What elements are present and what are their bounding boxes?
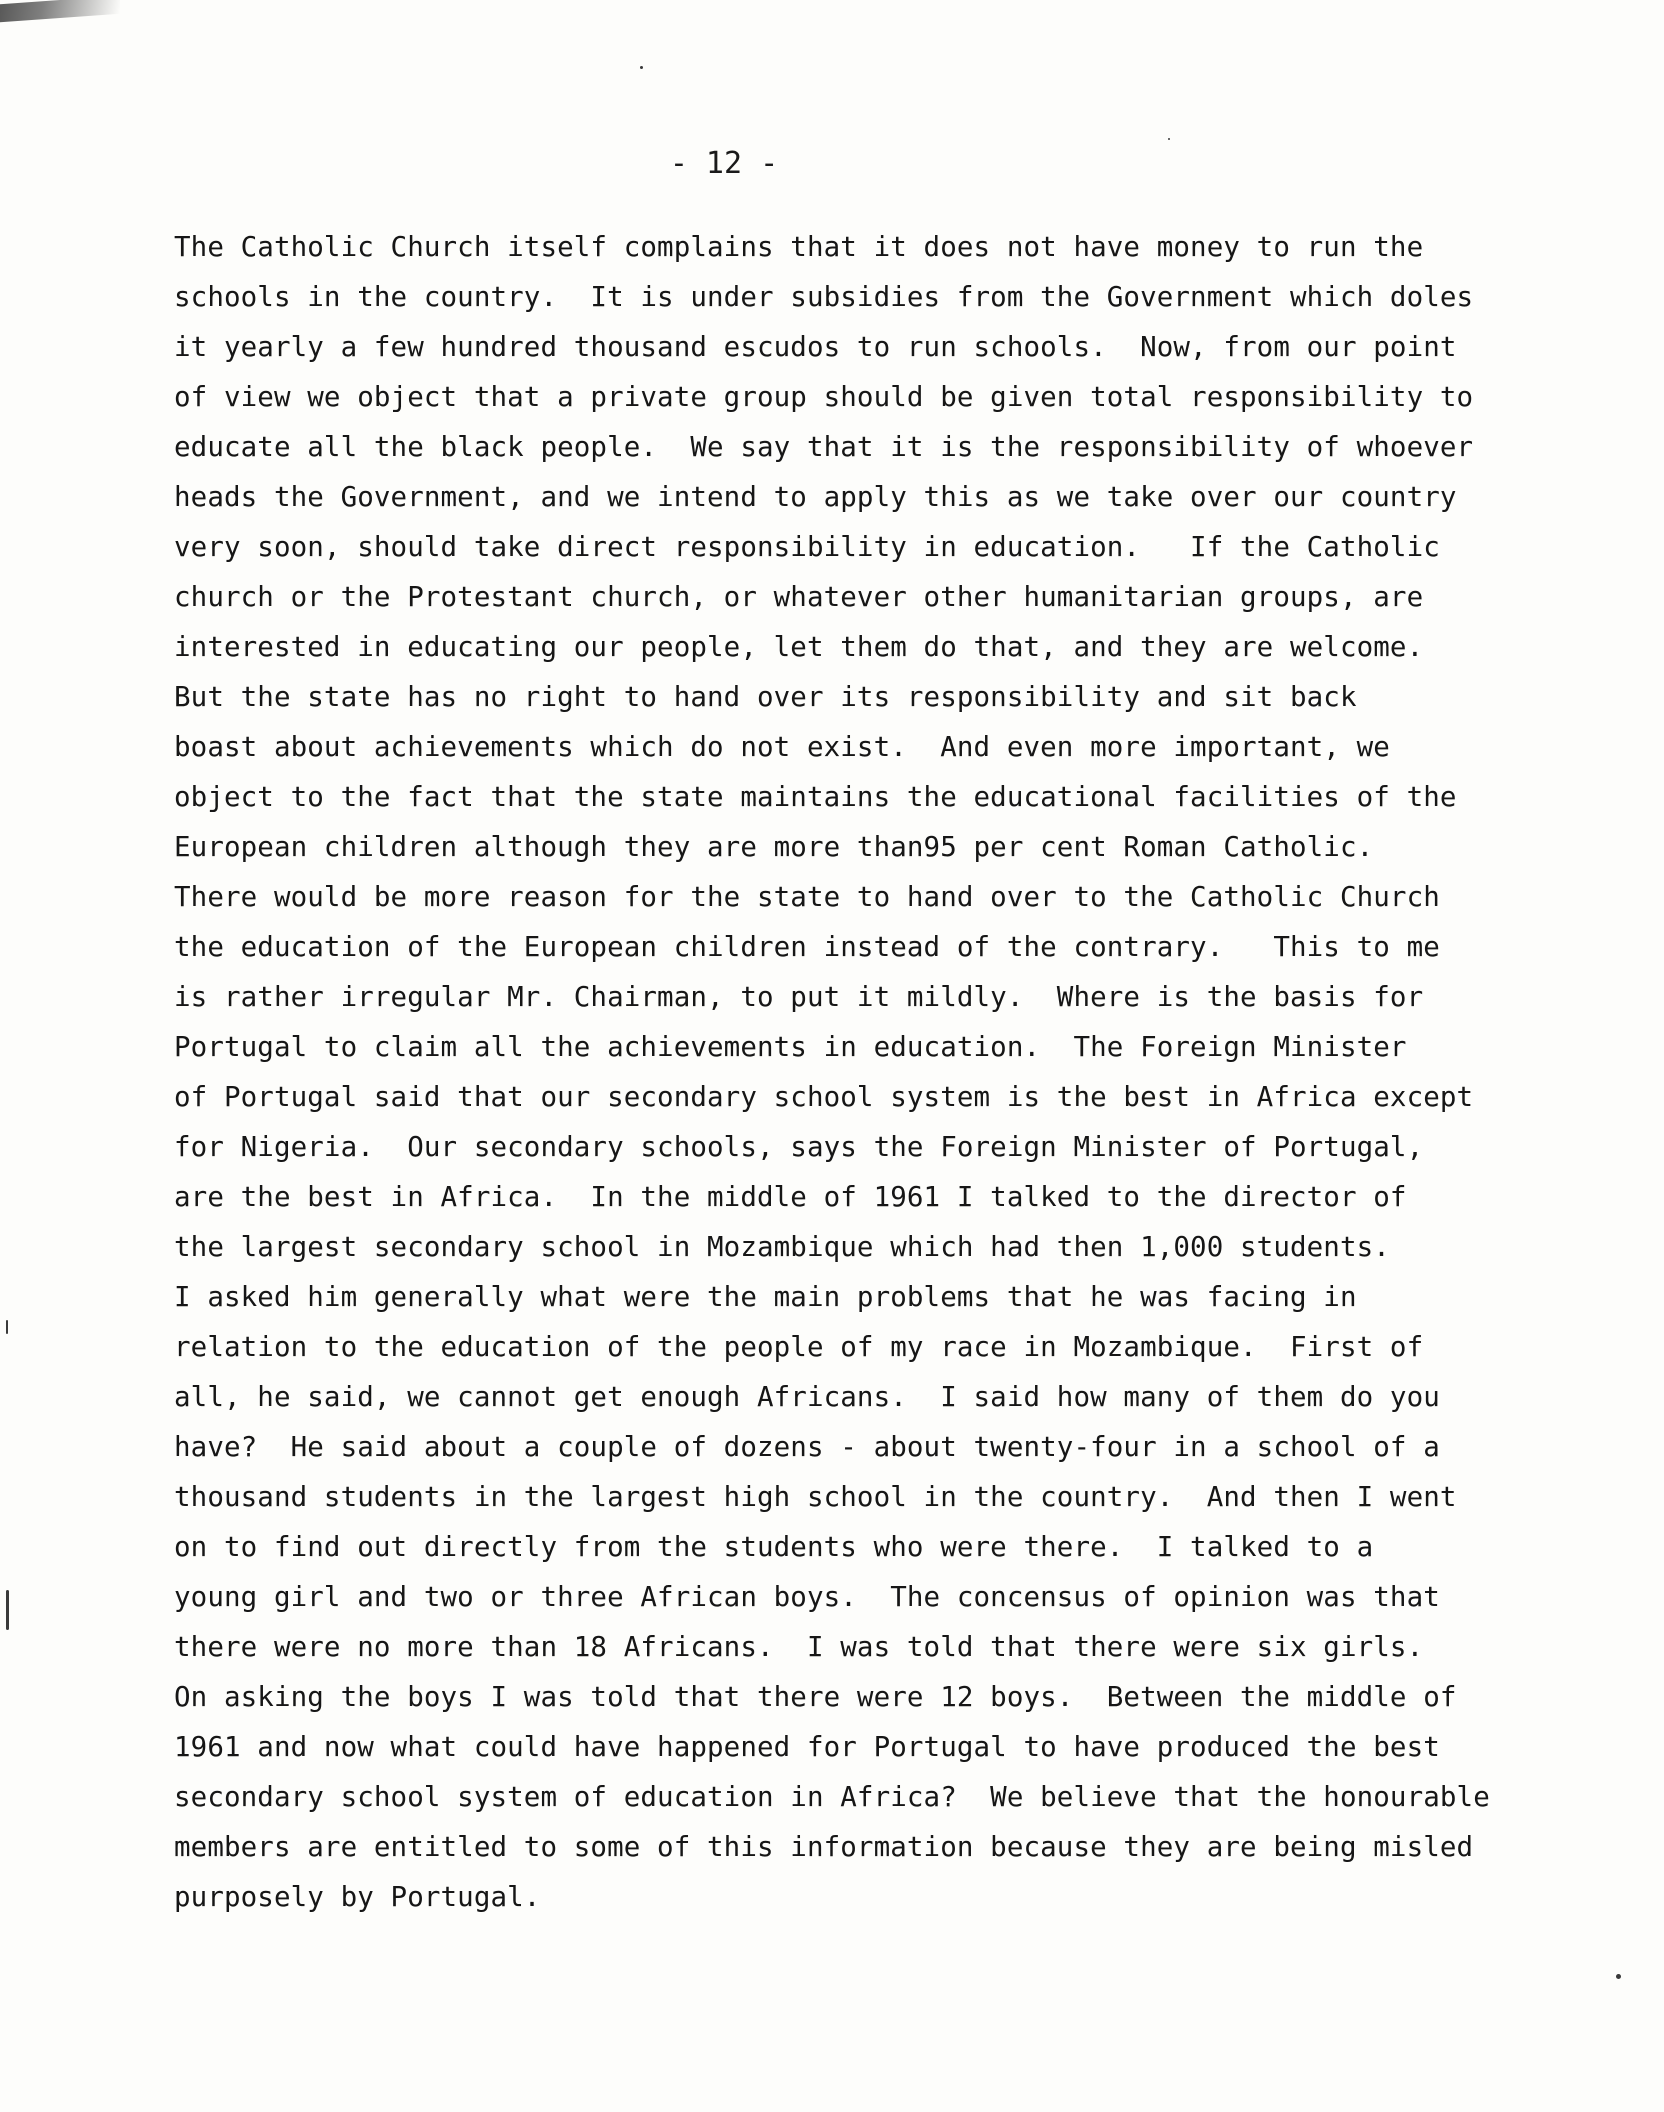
text-line: boast about achievements which do not exist. And even more important, we [174,731,1390,763]
text-line: very soon, should take direct responsibility in education. If the Catholic [174,531,1440,563]
text-line: heads the Government, and we intend to apply this as we take over our country [174,481,1457,513]
text-line: all, he said, we cannot get enough Africans. I said how many of them do you [174,1381,1440,1413]
text-line: European children although they are more than95 per cent Roman Catholic. [174,831,1374,863]
text-line: 1961 and now what could have happened for Portugal to have produced the best [174,1731,1440,1763]
page-number: - 12 - [669,146,779,181]
text-line: thousand students in the largest high school in the country. And then I went [174,1481,1457,1513]
text-line: is rather irregular Mr. Chairman, to put it mildly. Where is the basis for [174,981,1424,1013]
text-line: on to find out directly from the students who were there. I talked to a [174,1531,1374,1563]
text-line: have? He said about a couple of dozens - about twenty-four in a school of a [174,1431,1440,1463]
text-line: relation to the education of the people of my race in Mozambique. First of [174,1331,1424,1363]
text-line: secondary school system of education in Africa? We believe that the honourable [174,1781,1490,1813]
scan-edge-mark [6,1320,8,1334]
text-line: church or the Protestant church, or whatever other humanitarian groups, are [174,581,1424,613]
text-line: educate all the black people. We say that it is the responsibility of whoever [174,431,1474,463]
text-line: for Nigeria. Our secondary schools, says the Foreign Minister of Portugal, [174,1131,1424,1163]
text-line: the education of the European children instead of the contrary. This to me [174,931,1440,963]
scan-smudge [0,0,120,22]
text-line: I asked him generally what were the main problems that he was facing in [174,1281,1357,1313]
text-line: But the state has no right to hand over its responsibility and sit back [174,681,1357,713]
scan-speck [1168,138,1170,140]
scan-speck [640,66,643,69]
text-line: there were no more than 18 Africans. I was told that there were six girls. [174,1631,1424,1663]
text-line: the largest secondary school in Mozambique which had then 1,000 students. [174,1231,1390,1263]
text-line: of Portugal said that our secondary school system is the best in Africa except [174,1081,1474,1113]
text-line: members are entitled to some of this information because they are being misled [174,1831,1474,1863]
text-line: purposely by Portugal. [174,1881,541,1913]
text-line: are the best in Africa. In the middle of 1961 I talked to the director of [174,1181,1407,1213]
text-line: interested in educating our people, let them do that, and they are welcome. [174,631,1424,663]
text-line: schools in the country. It is under subsidies from the Government which doles [174,281,1474,313]
text-line: There would be more reason for the state to hand over to the Catholic Church [174,881,1440,913]
text-line: young girl and two or three African boys. The concensus of opinion was that [174,1581,1440,1613]
text-line: of view we object that a private group should be given total responsibility to [174,381,1474,413]
text-line: On asking the boys I was told that there were 12 boys. Between the middle of [174,1681,1457,1713]
text-line: object to the fact that the state maintains the educational facilities of the [174,781,1457,813]
text-line: it yearly a few hundred thousand escudos to run schools. Now, from our point [174,331,1457,363]
scan-edge-mark [6,1590,9,1630]
scan-speck [1616,1974,1621,1979]
text-line: The Catholic Church itself complains that it does not have money to run the [174,231,1424,263]
body-text [174,222,1534,1922]
text-line: Portugal to claim all the achievements in education. The Foreign Minister [174,1031,1407,1063]
